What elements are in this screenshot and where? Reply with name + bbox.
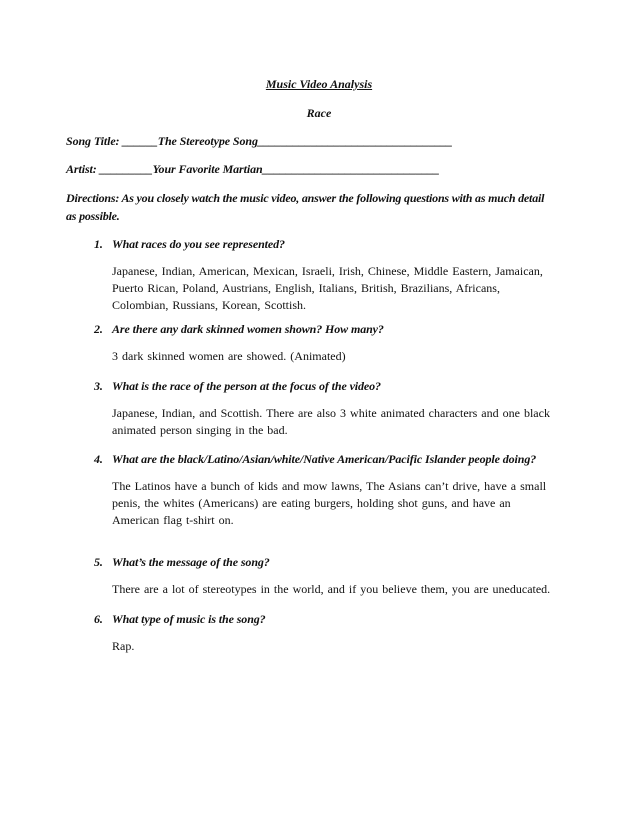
question-block-5 — [94, 553, 554, 598]
answer-text: 3 dark skinned women are showed. (Animated) — [112, 349, 346, 363]
question-text: What races do you see represented? — [112, 237, 285, 251]
answer-text: There are a lot of stereotypes in the world, and if you believe them, you are uneducated. — [112, 582, 551, 596]
question-heading — [94, 610, 554, 628]
question-number: 1. — [94, 237, 103, 251]
question-text: What’s the message of the song? — [112, 555, 270, 569]
directions-text: Directions: As you closely watch the music video, answer the following questions with as much detail as possible. — [66, 191, 545, 223]
question-number: 5. — [94, 555, 103, 569]
question-heading — [94, 377, 554, 395]
question-heading — [94, 235, 554, 253]
answer-text: Rap. — [112, 639, 135, 653]
artist-field: Artist: _________Your Favorite Martian______________________________ — [66, 162, 440, 176]
question-heading — [94, 320, 554, 338]
answer-text: Japanese, Indian, and Scottish. There are also 3 white animated characters and one black animated person singing in the bad. — [112, 406, 550, 437]
document-subtitle: Race — [306, 106, 332, 120]
question-number: 4. — [94, 452, 103, 466]
question-heading — [94, 553, 554, 571]
answer-text: The Latinos have a bunch of kids and mow lawns, The Asians can’t drive, have a small penis, the whites (Americans) are eating burgers, holding shot guns, and have an American flag t-shirt on. — [112, 479, 547, 527]
question-block-6 — [94, 610, 554, 655]
question-number: 6. — [94, 612, 103, 626]
question-block-4 — [94, 450, 554, 529]
question-heading — [94, 450, 554, 468]
question-text: What is the race of the person at the focus of the video? — [112, 379, 381, 393]
question-block-3 — [94, 377, 554, 439]
question-text: What are the black/Latino/Asian/white/Native American/Pacific Islander people doing? — [112, 452, 537, 466]
question-number: 3. — [94, 379, 103, 393]
question-text: Are there any dark skinned women shown? How many? — [112, 322, 384, 336]
document-title: Music Video Analysis — [265, 77, 373, 91]
question-text: What type of music is the song? — [112, 612, 266, 626]
question-block-2 — [94, 320, 554, 365]
question-number: 2. — [94, 322, 103, 336]
question-block-1 — [94, 235, 554, 314]
song-title-field: Song Title: ______The Stereotype Song_________________________________ — [66, 134, 453, 148]
answer-text: Japanese, Indian, American, Mexican, Israeli, Irish, Chinese, Middle Eastern, Jamaican, Puerto Rican, Poland, Austrians, English, Italians, British, Brazilians, Africans, Colombian, Russians, Korean, Scottish. — [112, 264, 543, 312]
